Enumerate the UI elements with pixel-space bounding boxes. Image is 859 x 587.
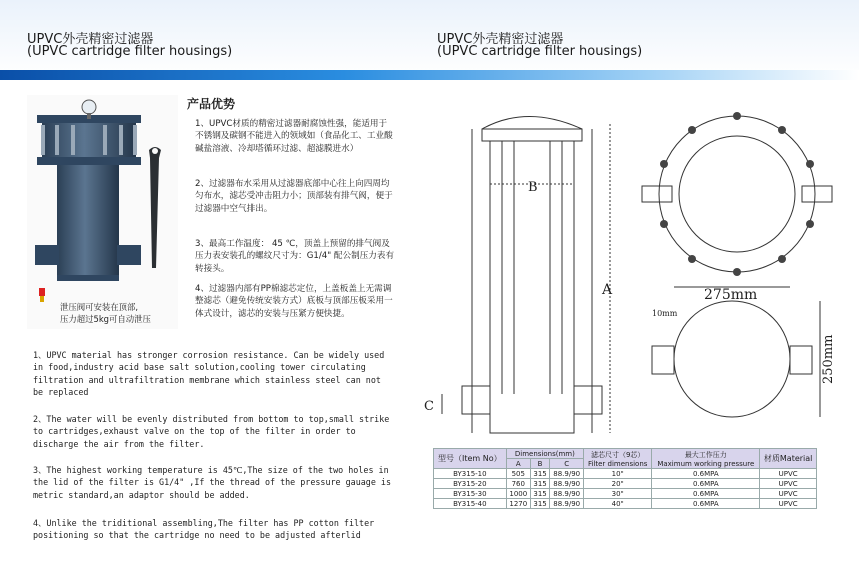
cell-c: 88.9/90 bbox=[550, 469, 584, 479]
inlet-pipe bbox=[462, 386, 490, 414]
col-pressure bbox=[652, 449, 760, 469]
dim-275-label: 275mm bbox=[704, 287, 758, 303]
col-model: 型号（Item No） bbox=[434, 449, 507, 469]
bottom-view-circle bbox=[674, 301, 790, 417]
top-view-outlet bbox=[802, 186, 832, 202]
photo-caption-line2: 压力超过5kg可自动泄压 bbox=[60, 314, 151, 324]
photo-caption-line1: 泄压阀可安装在顶部, bbox=[60, 302, 139, 312]
cell-cartridge: 20" bbox=[584, 479, 652, 489]
right-title-en: (UPVC cartridge filter housings) bbox=[437, 44, 643, 59]
dim-c-label: C bbox=[424, 399, 434, 414]
bottom-view-outlet bbox=[790, 346, 812, 374]
cell-cartridge: 30" bbox=[584, 489, 652, 499]
advantage-zh-3: 3、最高工作温度： 45 ℃，顶盖上预留的排气阀及压力表安装孔的螺纹尺寸为：G1/4" 配公制压力表有转接头。 bbox=[195, 239, 395, 274]
cell-b: 315 bbox=[530, 489, 549, 499]
spec-table bbox=[433, 448, 817, 509]
col-b: B bbox=[530, 459, 549, 469]
cell-pressure: 0.6MPA bbox=[652, 469, 760, 479]
table-row bbox=[434, 489, 817, 499]
cell-a: 505 bbox=[506, 469, 530, 479]
table-row bbox=[434, 479, 817, 489]
cell-model: BY315-10 bbox=[434, 469, 507, 479]
col-material: 材质Material bbox=[760, 449, 817, 469]
cell-material: UPVC bbox=[760, 479, 817, 489]
cell-material: UPVC bbox=[760, 469, 817, 479]
advantage-zh-4: 4、过滤器内部有PP棉滤芯定位，上盖板盖上无需调整滤芯（避免传统安装方式）底板与顶部压板采用一体式设计，滤芯的安装与压紧方便快捷。 bbox=[195, 284, 393, 319]
advantage-en-1: 1、UPVC material has stronger corrosion resistance. Can be widely used in food,industry acid base salt solution,cooling tower circulating filtration and ultrafiltration membrane which stainless steel can not be replaced bbox=[33, 350, 385, 397]
top-view-inner bbox=[679, 136, 795, 252]
col-c: C bbox=[550, 459, 584, 469]
col-cartridge-zh: 滤芯尺寸（9芯） bbox=[590, 450, 645, 459]
advantage-zh-1: 1、UPVC材质的精密过滤器耐腐蚀性强，能适用于不锈钢及碳钢不能进入的领域如（食品化工、工业酸碱盐溶液、冷却塔循环过滤、超滤膜进水） bbox=[195, 119, 393, 154]
lid-flange bbox=[482, 129, 582, 141]
technical-drawing bbox=[422, 94, 842, 444]
outlet-pipe bbox=[574, 386, 602, 414]
cell-material: UPVC bbox=[760, 499, 817, 509]
cell-pressure: 0.6MPA bbox=[652, 479, 760, 489]
cell-cartridge: 40" bbox=[584, 499, 652, 509]
cell-c: 88.9/90 bbox=[550, 479, 584, 489]
advantage-zh-2: 2、过滤器布水采用从过滤器底部中心往上向四周均匀布水，滤芯受冲击阻力小；顶部装有排气阀，便于过滤器中空气排出。 bbox=[195, 179, 393, 214]
cell-material: UPVC bbox=[760, 489, 817, 499]
product-photo bbox=[27, 95, 178, 329]
col-pressure-en: Maximum working pressure bbox=[657, 459, 755, 468]
header-stripe bbox=[0, 70, 859, 80]
advantage-en-4: 4、Unlike the triditional assembling,The filter has PP cotton filter positioning so that the cartridge no need to be adjusted afterlid bbox=[33, 518, 375, 541]
filter-housing-illustration bbox=[27, 95, 178, 329]
right-title-zh: UPVC外壳精密过滤器 bbox=[437, 32, 564, 47]
dim-a-label: A bbox=[602, 282, 613, 298]
advantage-en-3: 3、The highest working temperature is 45℃,The size of the two holes in the lid of the filter is G1/4" ,If the thread of the pressure gauage is metric standard,an adaptor should be added. bbox=[33, 465, 391, 500]
top-view-inlet bbox=[642, 186, 672, 202]
cell-c: 88.9/90 bbox=[550, 489, 584, 499]
cell-b: 315 bbox=[530, 499, 549, 509]
col-cartridge-en: Filter dimensions bbox=[587, 459, 648, 468]
advantages-heading: 产品优势 bbox=[187, 97, 236, 111]
advantage-en-2: 2、The water will be evenly distributed from bottom to top,small strike to cartridges,exhaust valve on the top of the filter in order to discharge the air from the filter. bbox=[33, 414, 390, 449]
dim-250-label: 250mm bbox=[821, 334, 836, 384]
left-title-zh: UPVC外壳精密过滤器 bbox=[27, 32, 154, 47]
cell-model: BY315-30 bbox=[434, 489, 507, 499]
cell-cartridge: 10" bbox=[584, 469, 652, 479]
cell-b: 315 bbox=[530, 479, 549, 489]
cell-pressure: 0.6MPA bbox=[652, 489, 760, 499]
table-row bbox=[434, 469, 817, 479]
dim-10-label: 10mm bbox=[652, 309, 678, 318]
cell-pressure: 0.6MPA bbox=[652, 499, 760, 509]
cell-b: 315 bbox=[530, 469, 549, 479]
dim-b-label: B bbox=[528, 180, 538, 195]
col-a: A bbox=[506, 459, 530, 469]
cell-a: 760 bbox=[506, 479, 530, 489]
left-title-en: (UPVC cartridge filter housings) bbox=[27, 44, 233, 59]
col-cartridge bbox=[584, 449, 652, 469]
cell-model: BY315-20 bbox=[434, 479, 507, 489]
col-pressure-zh: 最大工作压力 bbox=[684, 450, 727, 459]
cell-c: 88.9/90 bbox=[550, 499, 584, 509]
cell-model: BY315-40 bbox=[434, 499, 507, 509]
cell-a: 1270 bbox=[506, 499, 530, 509]
table-row bbox=[434, 499, 817, 509]
top-view-outer bbox=[659, 116, 815, 272]
cell-a: 1000 bbox=[506, 489, 530, 499]
lid-outline bbox=[482, 117, 582, 130]
col-dimensions: Dimensions(mm) bbox=[506, 449, 583, 459]
bottom-view-inlet bbox=[652, 346, 674, 374]
